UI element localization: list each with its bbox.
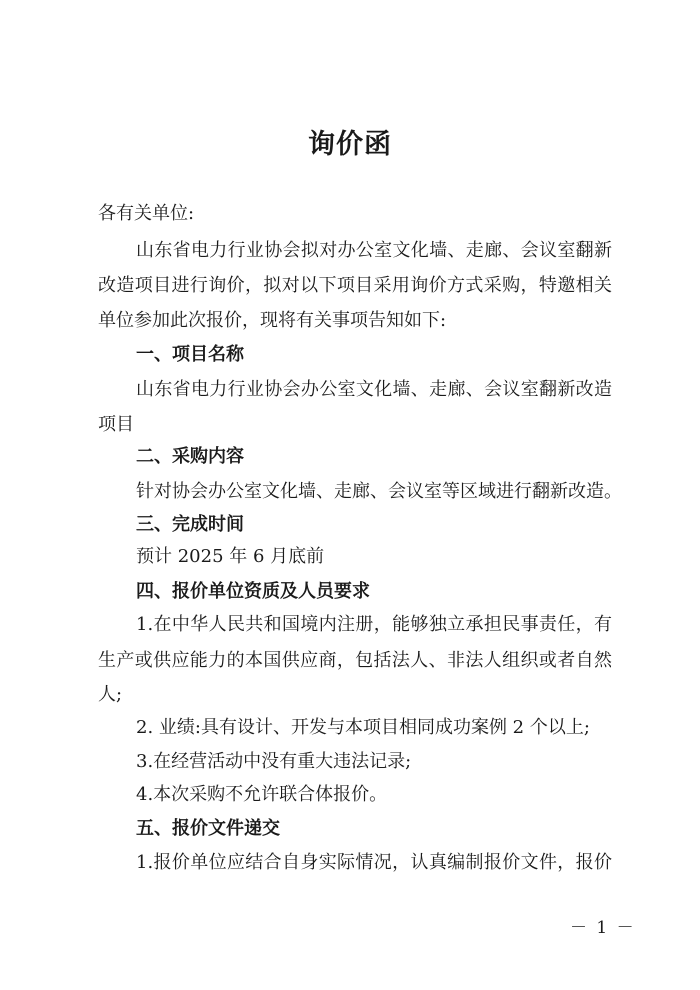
section-text: 人; — [98, 684, 123, 705]
section-heading: 一、项目名称 — [136, 344, 244, 365]
intro-line: 山东省电力行业协会拟对办公室文化墙、走廊、会议室翻新 — [136, 240, 612, 261]
section-text: 山东省电力行业协会办公室文化墙、走廊、会议室翻新改造 — [136, 379, 612, 400]
section-text: 3.在经营活动中没有重大违法记录; — [136, 751, 412, 772]
section-heading: 四、报价单位资质及人员要求 — [136, 581, 370, 602]
section-text: 生产或供应能力的本国供应商，包括法人、非法人组织或者自然 — [98, 650, 612, 671]
section-heading: 三、完成时间 — [136, 514, 244, 535]
salutation: 各有关单位: — [98, 203, 195, 224]
section-heading: 二、采购内容 — [136, 446, 244, 467]
section-text: 针对协会办公室文化墙、走廊、会议室等区域进行翻新改造。 — [136, 481, 622, 502]
page-number: － 1 － — [570, 918, 636, 938]
section-text: 预计 2025 年 6 月底前 — [136, 546, 325, 567]
section-text: 4.本次采购不允许联合体报价。 — [136, 784, 388, 805]
document-title: 询价函 — [308, 129, 392, 160]
section-heading: 五、报价文件递交 — [136, 818, 280, 839]
section-text: 1.报价单位应结合自身实际情况，认真编制报价文件，报价 — [136, 852, 612, 873]
section-text: 2. 业绩:具有设计、开发与本项目相同成功案例 2 个以上; — [136, 717, 590, 738]
intro-line: 改造项目进行询价，拟对以下项目采用询价方式采购，特邀相关 — [98, 275, 612, 296]
section-text: 项目 — [98, 414, 134, 435]
section-text: 1.在中华人民共和国境内注册，能够独立承担民事责任，有 — [136, 614, 612, 635]
intro-line: 单位参加此次报价，现将有关事项告知如下: — [98, 310, 447, 331]
